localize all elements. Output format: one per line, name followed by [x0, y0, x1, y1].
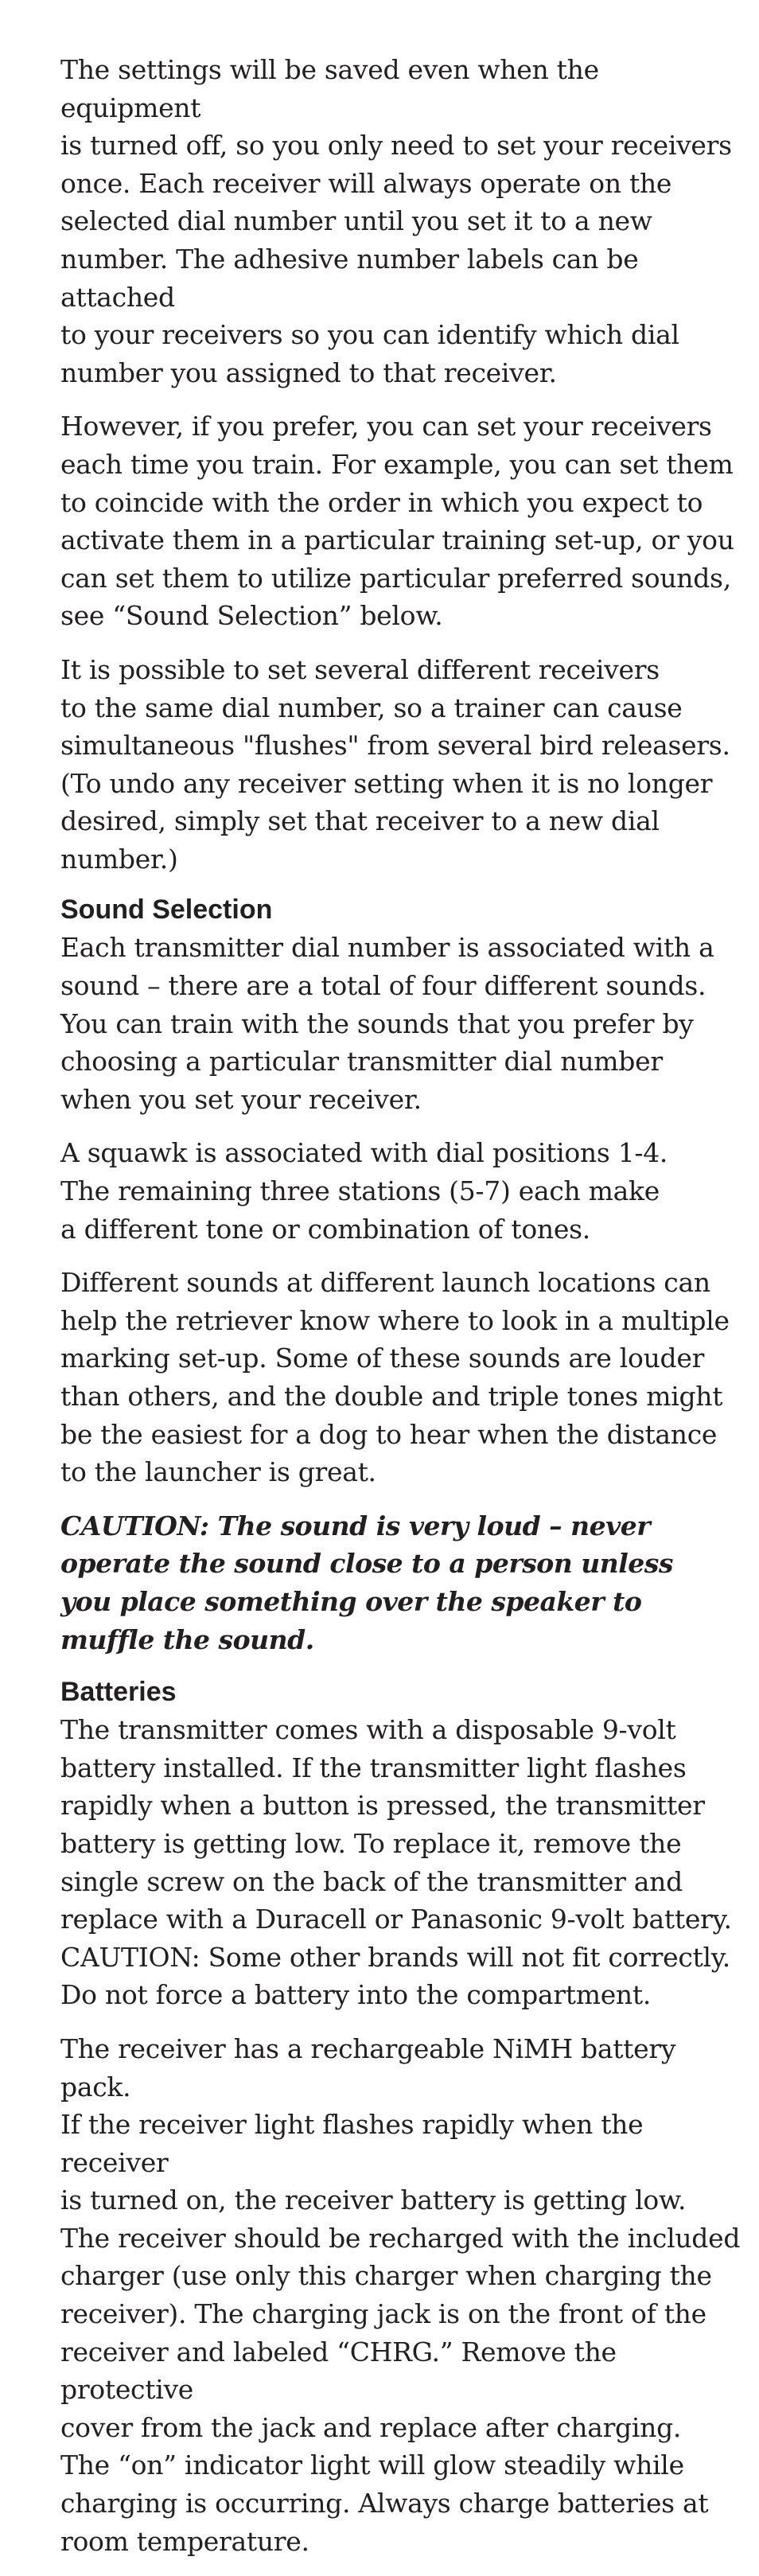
sound-selection-paragraph-squawk: A squawk is associated with dial positions 1-4. The remaining three stations (5-7) each make a different tone or combination of tones.	[60, 1137, 668, 1245]
sound-selection-paragraph-dial-sounds: Each transmitter dial number is associated with a sound – there are a total of four different sounds. You can train with the sounds that you prefer by choosing a particular transmitter dial number when you set your receiver.	[60, 932, 714, 1115]
intro-paragraph-several-receivers: It is possible to set several different receivers to the same dial number, so a trainer can cause simultaneous "flushes" from several bird releasers. (To undo any receiver setting when it is no longer desired, simply set that receiver to a new dial number.)	[60, 653, 730, 875]
sound-selection-paragraph-launch-locations: Different sounds at different launch locations can help the retriever know where to look in a multiple marking set-up. Some of these sounds are louder than others, and the double and triple tones might be the easiest for a dog to hear when the distance to the launcher is great.	[60, 1267, 730, 1488]
batteries-paragraph-receiver: The receiver has a rechargeable NiMH battery pack. If the receiver light flashes rapidly when the receiver is turned on, the receiver battery is getting low. The receiver should be recharged with the included charger (use only this charger when charging the receiver). The charging jack is on the front of the receiver and labeled “CHRG.” Remove the protective cover from the jack and replace after charging. The “on” indicator light will glow steadily while charging is occurring. Always charge batteries at room temperature.	[60, 2032, 741, 2557]
batteries-heading: Batteries	[60, 1677, 177, 1708]
sound-selection-heading: Sound Selection	[60, 894, 273, 926]
intro-paragraph-set-each-time: However, if you prefer, you can set your receivers each time you train. For example, you can set them to coincide with the order in which you expect to activate them in a particular training set-up, or you can set them to utilize particular preferred sounds, see “Sound Selection” below.	[60, 411, 734, 632]
manual-page	[60, 51, 746, 2576]
batteries-paragraph-transmitter: The transmitter comes with a disposable 9-volt battery installed. If the transmitter light flashes rapidly when a button is pressed, the transmitter battery is getting low. To replace it, remove the single screw on the back of the transmitter and replace with a Duracell or Panasonic 9-volt battery. CAUTION: Some other brands will not fit correctly. Do not force a battery into the compartment.	[60, 1714, 732, 2011]
intro-paragraph-settings-saved: The settings will be saved even when the equipment is turned off, so you only need to set your receivers once. Each receiver will always operate on the selected dial number until you set it to a new number. The adhesive number labels can be attached to your receivers so you can identify which dial number you assigned to that receiver.	[60, 54, 732, 388]
sound-caution-warning: CAUTION: The sound is very loud – never operate the sound close to a person unless you place something over the speaker to muffle the sound.	[60, 1510, 673, 1655]
